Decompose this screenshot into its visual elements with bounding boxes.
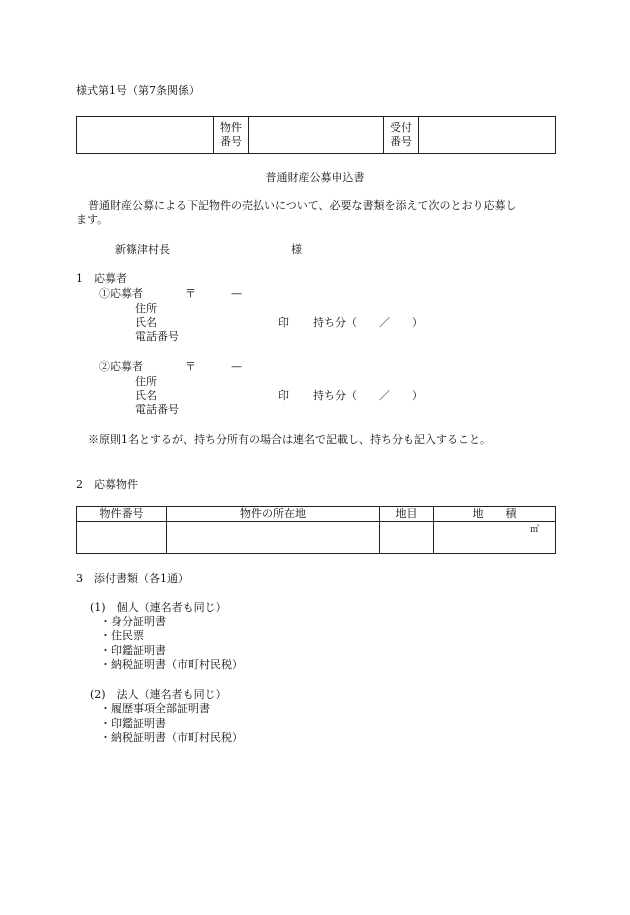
property-number-input-cell — [249, 117, 384, 154]
applicant2-name-label: 氏名 — [135, 389, 157, 402]
applicant1-seal: 印 — [278, 316, 289, 329]
corporation-doc-item: ・印鑑証明書 — [100, 717, 166, 730]
corporation-doc-item: ・納税証明書（市町村民税） — [100, 731, 243, 744]
applicant1-phone-label: 電話番号 — [135, 330, 179, 343]
location-cell — [167, 522, 380, 554]
property-number-cell — [77, 522, 167, 554]
applicant2-share: 持ち分（ ／ ） — [313, 389, 423, 402]
header-table — [76, 116, 556, 154]
receipt-number-label-line2: 番号 — [390, 135, 412, 148]
column-header-location: 物件の所在地 — [167, 507, 380, 522]
receipt-number-input-cell — [419, 117, 556, 154]
receipt-number-label-cell — [384, 117, 419, 154]
property-number-label-line2: 番号 — [220, 135, 242, 148]
honorific: 様 — [291, 243, 302, 256]
individual-doc-item: ・住民票 — [100, 629, 144, 642]
property-table — [76, 506, 556, 554]
applicant-note: ※原則1名とするが、持ち分所有の場合は連名で記載し、持ち分も記入すること。 — [88, 433, 491, 446]
column-header-property-number: 物件番号 — [77, 507, 167, 522]
page-title: 普通財産公募申込書 — [265, 171, 365, 184]
applicant2-phone-label: 電話番号 — [135, 403, 179, 416]
applicant1-label: ①応募者 — [99, 287, 143, 300]
applicant1-postal-mark: 〒 — [185, 287, 196, 300]
corporation-heading: (2) 法人（連名者も同じ） — [90, 688, 227, 701]
applicant1-name-label: 氏名 — [135, 316, 157, 329]
area-unit: ㎡ — [529, 525, 539, 535]
applicant1-postal-dash: — — [231, 287, 242, 300]
applicant2-postal-dash: — — [231, 360, 242, 373]
property-number-value-cell — [77, 117, 214, 154]
individual-doc-item: ・納税証明書（市町村民税） — [100, 658, 243, 671]
receipt-number-label-line1: 受付 — [390, 121, 412, 134]
intro-line-2: ます。 — [76, 213, 109, 226]
section1-heading: 1 応募者 — [76, 272, 127, 285]
column-header-area: 地 積 — [434, 507, 556, 522]
applicant2-label: ②応募者 — [99, 360, 143, 373]
applicant2-seal: 印 — [278, 389, 289, 402]
section3-heading: 3 添付書類（各1通） — [76, 572, 189, 585]
area-cell — [434, 522, 556, 554]
individual-doc-item: ・印鑑証明書 — [100, 644, 166, 657]
addressee: 新篠津村長 — [115, 243, 170, 256]
land-category-cell — [380, 522, 434, 554]
intro-line-1: 普通財産公募による下記物件の売払いについて、必要な書類を添えて次のとおり応募し — [88, 199, 517, 212]
form-number: 様式第1号（第7条関係） — [76, 84, 200, 97]
applicant2-postal-mark: 〒 — [185, 360, 196, 373]
property-number-label-line1: 物件 — [220, 121, 242, 134]
applicant2-address-label: 住所 — [135, 375, 157, 388]
column-header-land-category: 地目 — [380, 507, 434, 522]
individual-doc-item: ・身分証明書 — [100, 615, 166, 628]
corporation-doc-item: ・履歴事項全部証明書 — [100, 702, 210, 715]
individual-heading: (1) 個人（連名者も同じ） — [90, 601, 227, 614]
property-number-label-cell — [214, 117, 249, 154]
applicant1-address-label: 住所 — [135, 302, 157, 315]
section2-heading: 2 応募物件 — [76, 478, 138, 491]
applicant1-share: 持ち分（ ／ ） — [313, 316, 423, 329]
